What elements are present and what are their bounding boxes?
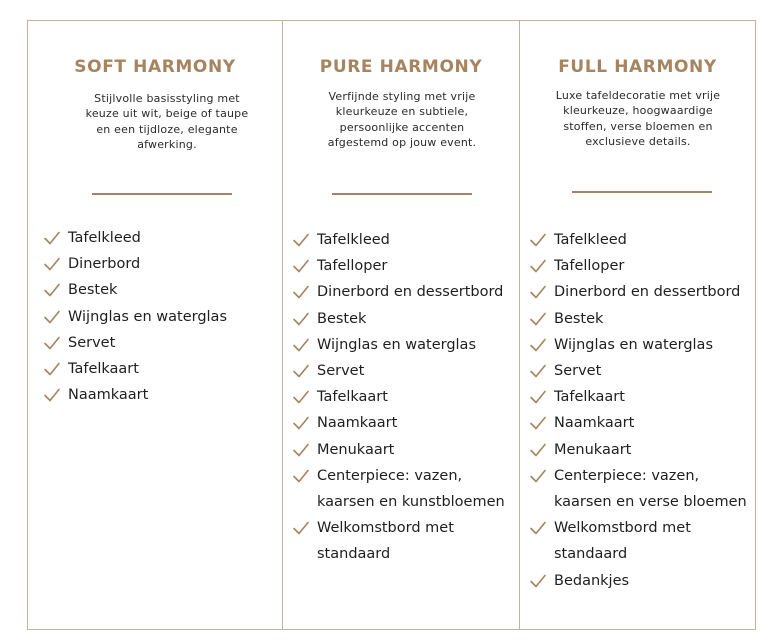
list-item: Tafelkleed	[292, 227, 505, 253]
checkmark-icon	[529, 572, 547, 590]
list-item: Servet	[529, 358, 747, 384]
list-item: Dinerbord en dessertbord	[529, 279, 747, 305]
pricing-table	[27, 20, 756, 630]
list-item: Bestek	[43, 277, 227, 303]
list-item: Menukaart	[292, 437, 505, 463]
list-item: Menukaart	[529, 437, 747, 463]
list-item: Tafelkaart	[529, 384, 747, 410]
list-item: Centerpiece: vazen, kaarsen en kunstbloemen	[292, 463, 505, 515]
list-item: Tafelkaart	[292, 384, 505, 410]
feature-list	[43, 225, 227, 408]
checkmark-icon	[43, 229, 61, 247]
list-item: Welkomstbord met standaard	[529, 515, 747, 567]
list-item: Bestek	[529, 306, 747, 332]
checkmark-icon	[292, 388, 310, 406]
divider	[572, 191, 712, 193]
list-item: Wijnglas en waterglas	[292, 332, 505, 358]
checkmark-icon	[529, 283, 547, 301]
checkmark-icon	[292, 441, 310, 459]
list-item: Welkomstbord met standaard	[292, 515, 505, 567]
list-item: Naamkaart	[43, 382, 227, 408]
checkmark-icon	[43, 308, 61, 326]
list-item: Naamkaart	[292, 410, 505, 436]
checkmark-icon	[292, 336, 310, 354]
checkmark-icon	[529, 257, 547, 275]
feature-list	[529, 227, 747, 594]
checkmark-icon	[292, 362, 310, 380]
checkmark-icon	[43, 360, 61, 378]
list-item: Servet	[43, 330, 227, 356]
divider	[92, 193, 232, 195]
list-item: Wijnglas en waterglas	[529, 332, 747, 358]
checkmark-icon	[43, 255, 61, 273]
checkmark-icon	[529, 336, 547, 354]
checkmark-icon	[529, 519, 547, 537]
checkmark-icon	[292, 257, 310, 275]
list-item: Servet	[292, 358, 505, 384]
checkmark-icon	[43, 334, 61, 352]
list-item: Bestek	[292, 306, 505, 332]
checkmark-icon	[292, 283, 310, 301]
list-item: Tafelkaart	[43, 356, 227, 382]
feature-list	[292, 227, 505, 568]
checkmark-icon	[529, 388, 547, 406]
package-description: Luxe tafeldecoratie met vrije kleurkeuze, hoogwaardige stoffen, verse bloemen en exclusieve details.	[555, 89, 721, 149]
checkmark-icon	[529, 467, 547, 485]
package-pure-harmony	[282, 21, 519, 629]
checkmark-icon	[292, 310, 310, 328]
checkmark-icon	[292, 519, 310, 537]
checkmark-icon	[43, 281, 61, 299]
list-item: Dinerbord	[43, 251, 227, 277]
list-item: Tafelloper	[529, 253, 747, 279]
package-title: PURE HARMONY	[319, 57, 483, 77]
checkmark-icon	[43, 386, 61, 404]
package-description: Verfijnde styling met vrije kleurkeuze en subtiele, persoonlijke accenten afgestemd op jouw event.	[327, 90, 477, 150]
list-item: Tafelloper	[292, 253, 505, 279]
checkmark-icon	[529, 441, 547, 459]
package-title: SOFT HARMONY	[74, 57, 236, 77]
list-item: Tafelkleed	[43, 225, 227, 251]
checkmark-icon	[529, 362, 547, 380]
package-full-harmony	[519, 21, 755, 629]
list-item: Dinerbord en dessertbord	[292, 279, 505, 305]
list-item: Wijnglas en waterglas	[43, 304, 227, 330]
list-item: Naamkaart	[529, 410, 747, 436]
package-soft-harmony	[28, 21, 282, 629]
list-item: Tafelkleed	[529, 227, 747, 253]
checkmark-icon	[529, 310, 547, 328]
checkmark-icon	[292, 231, 310, 249]
checkmark-icon	[529, 414, 547, 432]
list-item: Bedankjes	[529, 568, 747, 594]
list-item: Centerpiece: vazen, kaarsen en verse bloemen	[529, 463, 747, 515]
checkmark-icon	[529, 231, 547, 249]
checkmark-icon	[292, 414, 310, 432]
divider	[332, 193, 472, 195]
checkmark-icon	[292, 467, 310, 485]
package-description: Stijlvolle basisstyling met keuze uit wit, beige of taupe en een tijdloze, elegante afwerking.	[85, 92, 249, 152]
package-title: FULL HARMONY	[558, 57, 717, 77]
